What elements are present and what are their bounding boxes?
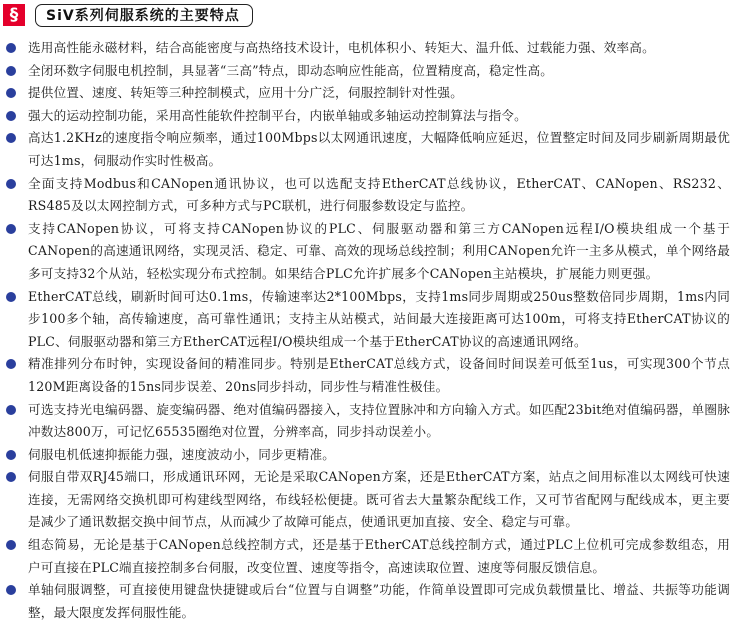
feature-text: EtherCAT总线，刷新时间可达0.1ms，传输速率达2*100Mbps，支持1ms同步周期或250us整数倍同步周期，1ms内同步100多个轴，高传输速度，高可靠性通讯；支持主从站模式，站间最大连接距离可达100m，可将支持EtherCAT协议的PLC、伺服驱动器和第三方EtherCAT远程I/O模块组成一个基于EtherCAT协议的高速通讯网络。 [28, 288, 730, 349]
feature-text: 强大的运动控制功能，采用高性能软件控制平台，内嵌单轴或多轴运动控制算法与指令。 [28, 107, 527, 123]
bullet-dot-icon [6, 88, 16, 98]
feature-item [0, 218, 730, 286]
feature-text: 可选支持光电编码器、旋变编码器、绝对值编码器接入，支持位置脉冲和方向输入方式。如匹配23bit绝对值编码器，单圈脉冲数达800万，可记忆65535圈绝对位置，分辨率高，同步抖动误差小。 [28, 401, 730, 440]
feature-item [0, 353, 730, 398]
bullet-dot-icon [6, 359, 16, 369]
feature-text: 提供位置、速度、转矩等三种控制模式，应用十分广泛，伺服控制针对性强。 [28, 85, 463, 101]
bullet-dot-icon [6, 585, 16, 595]
bullet-dot-icon [6, 66, 16, 76]
bullet-dot-icon [6, 472, 16, 482]
feature-item [0, 444, 730, 467]
feature-item [0, 534, 730, 579]
section-logo-icon: § [3, 4, 25, 26]
feature-item [0, 105, 730, 128]
feature-item [0, 173, 730, 218]
bullet-dot-icon [6, 133, 16, 143]
bullet-dot-icon [6, 450, 16, 460]
bullet-dot-icon [6, 292, 16, 302]
feature-list [0, 37, 730, 624]
section-title: SiV系列伺服系统的主要特点 [35, 4, 253, 27]
bullet-dot-icon [6, 405, 16, 415]
feature-item [0, 37, 730, 60]
bullet-dot-icon [6, 111, 16, 121]
feature-item [0, 466, 730, 534]
feature-text: 伺服电机低速抑振能力强，速度波动小，同步更精准。 [28, 446, 336, 462]
feature-text: 精准排列分布时钟，实现设备间的精准同步。特别是EtherCAT总线方式，设备间时间误差可低至1us，可实现300个节点120M距离设备的15ns同步误差、20ns同步抖动，同步性与精准性极佳。 [28, 356, 730, 394]
feature-text: 支持CANopen协议，可将支持CANopen协议的PLC、伺服驱动器和第三方CANopen远程I/O模块组成一个基于CANopen的高速通讯网络，实现灵活、稳定、可靠、高效的现场总线控制；利用CANopen允许一主多从模式，单个网络最多可支持32个从站，轻松实现分布式控制。如果结合PLC允许扩展多个CANopen主站模块，扩展能力则更强。 [28, 220, 730, 281]
feature-item [0, 82, 730, 105]
feature-text: 全闭环数字伺服电机控制，具显著“三高”特点，即动态响应性能高，位置精度高，稳定性高。 [28, 62, 554, 78]
bullet-dot-icon [6, 179, 16, 189]
bullet-dot-icon [6, 224, 16, 234]
feature-text: 高达1.2KHz的速度指令响应频率，通过100Mbps以太网通讯速度，大幅降低响应延迟，位置整定时间及同步刷新周期最优可达1ms，伺服动作实时性极高。 [28, 130, 730, 168]
feature-text: 单轴伺服调整，可直接使用键盘快捷键或后台“位置与自调整”功能，作简单设置即可完成负载惯量比、增益、共振等功能调整，最大限度发挥伺服性能。 [28, 582, 730, 620]
feature-item [0, 60, 730, 83]
feature-item [0, 399, 730, 444]
feature-text: 选用高性能永磁材料，结合高能密度与高热络技术设计，电机体积小、转矩大、温升低、过载能力强、效率高。 [28, 40, 655, 55]
bullet-dot-icon [6, 43, 16, 53]
feature-item [0, 579, 730, 624]
feature-item [0, 127, 730, 172]
section-header [0, 3, 253, 27]
bullet-dot-icon [6, 540, 16, 550]
feature-text: 全面支持Modbus和CANopen通讯协议，也可以选配支持EtherCAT总线协议，EtherCAT、CANopen、RS232、RS485及以太网控制方式，可多种方式与PC联机，进行伺服参数设定与监控。 [28, 175, 730, 214]
feature-item [0, 286, 730, 354]
feature-text: 组态简易，无论是基于CANopen总线控制方式，还是基于EtherCAT总线控制方式，通过PLC上位机可完成参数组态，用户可直接在PLC端直接控制多台伺服，改变位置、速度等指令，高速读取位置、速度等伺服反馈信息。 [28, 537, 730, 575]
feature-text: 伺服自带双RJ45端口，形成通讯环网，无论是采取CANopen方案，还是EtherCAT方案，站点之间用标准以太网线可快速连接，无需网络交换机即可构建线型网络，布线轻松便捷。既可省去大量繁杂配线工作，又可节省配网与配线成本，更主要是减少了通讯数据交换中间节点，从而减少了故障可能点，使通讯更加直接、安全、稳定与可靠。 [28, 469, 730, 530]
